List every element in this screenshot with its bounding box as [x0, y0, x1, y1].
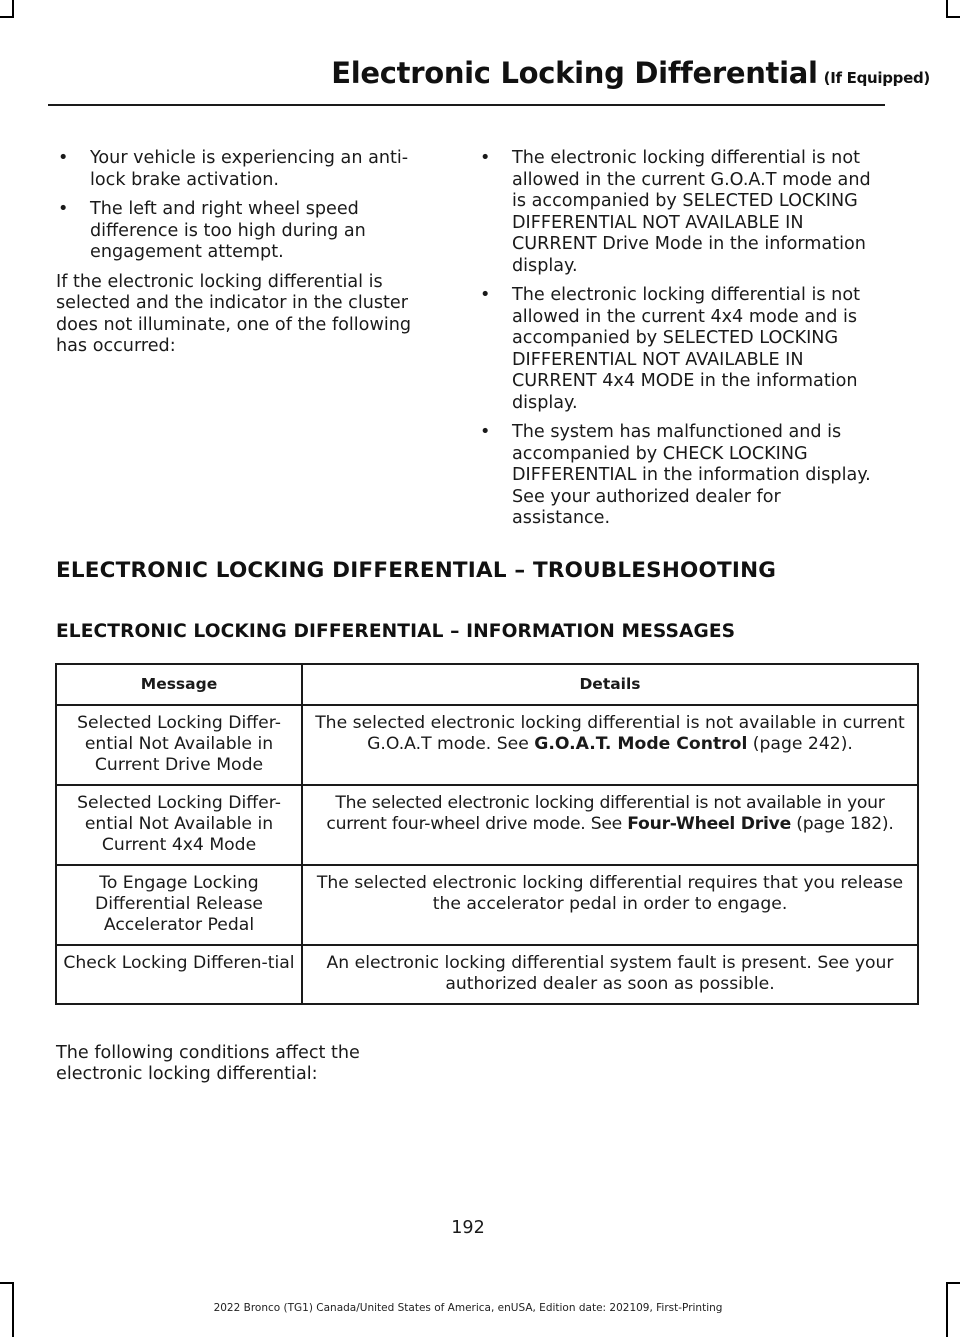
page-title: [0, 56, 930, 90]
bullet-item: [56, 199, 438, 264]
cross-reference-link[interactable]: G.O.A.T. Mode Control: [534, 734, 748, 754]
bullet-item: [478, 148, 882, 277]
details-cell: [302, 865, 918, 945]
crop-mark: [946, 1282, 948, 1337]
details-text: The selected electronic locking differential is not available in your current four-wheel drive mode. See: [326, 793, 885, 834]
bullet-text: The electronic locking differential is not allowed in the current 4x4 mode and is accompanied by SELECTED LOCKING DIFFERENTIAL NOT AVAILABLE IN CURRENT 4x4 MODE in the information display.: [512, 285, 860, 413]
details-cell: [302, 945, 918, 1004]
information-messages-table: [55, 663, 919, 1005]
details-page-ref: (page 242).: [747, 734, 853, 754]
column-header-message: Message: [56, 664, 302, 705]
section-heading: ELECTRONIC LOCKING DIFFERENTIAL – TROUBLESHOOTING: [56, 558, 777, 583]
message-cell: Selected Locking Differ-ential Not Available in Current 4x4 Mode: [56, 785, 302, 865]
crop-mark: [946, 16, 960, 18]
crop-mark: [946, 1282, 960, 1284]
bullet-text: The system has malfunctioned and is accompanied by CHECK LOCKING DIFFERENTIAL in the information display. See your authorized dealer for assistance.: [512, 422, 871, 528]
right-column: [478, 148, 882, 538]
details-text: An electronic locking differential system fault is present. See your authorized dealer as soon as possible.: [326, 953, 894, 994]
header-rule: [48, 104, 885, 106]
page-title-suffix: (If Equipped): [823, 69, 930, 87]
bullet-text: Your vehicle is experiencing an anti-lock brake activation.: [90, 148, 409, 190]
body-paragraph: If the electronic locking differential is selected and the indicator in the cluster does not illuminate, one of the following has occurred:: [56, 271, 412, 356]
bullet-item: [478, 285, 882, 414]
table-row: [56, 945, 918, 1004]
bullet-icon: •: [480, 148, 491, 168]
page-number: 192: [451, 1218, 485, 1238]
subsection-heading: ELECTRONIC LOCKING DIFFERENTIAL – INFORMATION MESSAGES: [56, 621, 736, 642]
details-page-ref: (page 182).: [791, 814, 894, 834]
bullet-icon: •: [58, 199, 69, 219]
crop-mark: [0, 16, 14, 18]
left-column: [56, 148, 438, 358]
details-text: The selected electronic locking differential is not available in current G.O.A.T mode. See: [315, 713, 905, 754]
bullet-item: [478, 422, 882, 530]
bullet-text: The electronic locking differential is not allowed in the current G.O.A.T mode and is accompanied by SELECTED LOCKING DIFFERENTIAL NOT AVAILABLE IN CURRENT Drive Mode in the information display.: [512, 148, 871, 276]
bullet-icon: •: [480, 285, 491, 305]
details-cell: [302, 705, 918, 785]
bullet-icon: •: [58, 148, 69, 168]
body-paragraph: The following conditions affect the electronic locking differential:: [56, 1042, 360, 1085]
cross-reference-link[interactable]: Four-Wheel Drive: [627, 814, 792, 834]
bullet-icon: •: [480, 422, 491, 442]
bullet-item: [56, 148, 438, 191]
message-cell: Selected Locking Differ-ential Not Available in Current Drive Mode: [56, 705, 302, 785]
table-row: [56, 785, 918, 865]
bullet-text: The left and right wheel speed difference is too high during an engagement attempt.: [90, 199, 366, 262]
page-title-text: Electronic Locking Differential: [331, 56, 818, 90]
message-cell: To Engage Locking Differential Release Accelerator Pedal: [56, 865, 302, 945]
table-row: [56, 865, 918, 945]
table-row: [56, 705, 918, 785]
column-header-details: Details: [302, 664, 918, 705]
footer-edition-info: 2022 Bronco (TG1) Canada/United States of America, enUSA, Edition date: 202109, First-Printing: [213, 1302, 723, 1314]
message-cell: Check Locking Differen-tial: [56, 945, 302, 1004]
details-cell: [302, 785, 918, 865]
details-text: The selected electronic locking differential requires that you release the accelerator pedal in order to engage.: [316, 873, 904, 914]
table-header-row: [56, 664, 918, 705]
crop-mark: [0, 1282, 14, 1284]
